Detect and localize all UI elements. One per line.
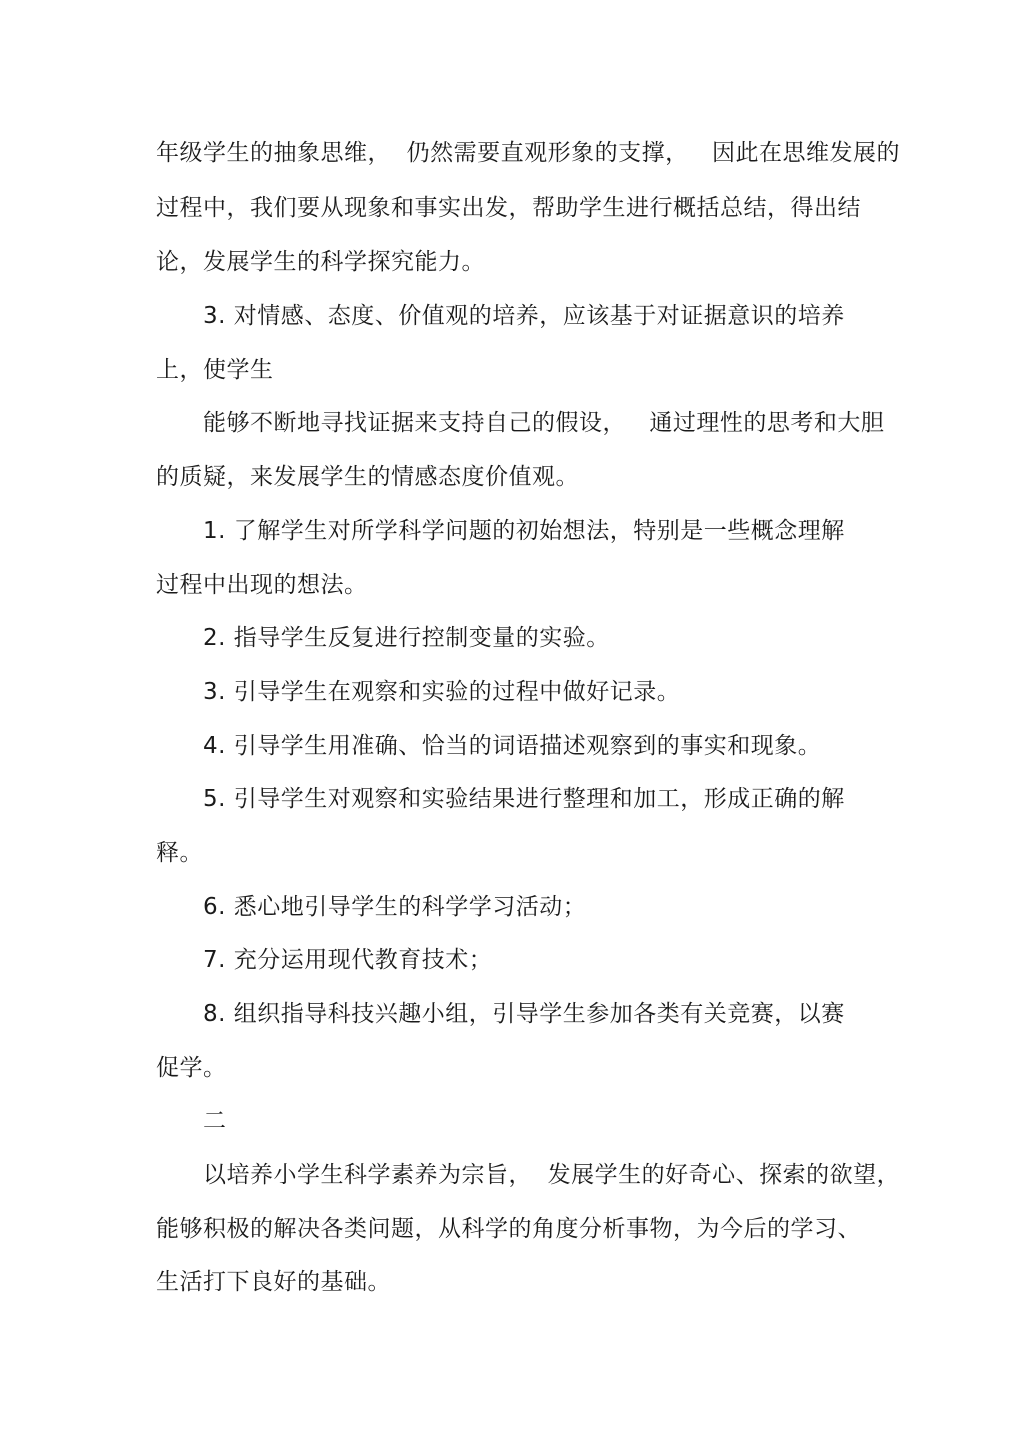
text-line-18: 促学。 <box>156 1055 227 1081</box>
text-line-14: 释。 <box>156 840 203 866</box>
text-line-16: 7. 充分运用现代教育技术； <box>203 947 493 973</box>
text-line-7: 的质疑，来发展学生的情感态度价值观。 <box>156 464 579 490</box>
text-line-20: 以培养小学生科学素养为宗旨， 发展学生的好奇心、探索的欲望， <box>203 1162 901 1188</box>
text-line-5: 上，使学生 <box>156 357 274 383</box>
text-line-1: 年级学生的抽象思维， 仍然需要直观形象的支撑， 因此在思维发展的 <box>156 140 901 166</box>
text-line-9: 过程中出现的想法。 <box>156 572 368 598</box>
text-line-10: 2. 指导学生反复进行控制变量的实验。 <box>203 625 610 651</box>
text-line-6: 能够不断地寻找证据来支持自己的假设， 通过理性的思考和大胆 <box>203 410 885 436</box>
text-line-4: 3. 对情感、态度、价值观的培养，应该基于对证据意识的培养 <box>203 303 845 329</box>
text-line-22: 生活打下良好的基础。 <box>156 1269 391 1295</box>
text-line-17: 8. 组织指导科技兴趣小组，引导学生参加各类有关竞赛，以赛 <box>203 1001 845 1027</box>
text-line-3: 论，发展学生的科学探究能力。 <box>156 249 485 275</box>
text-line-11: 3. 引导学生在观察和实验的过程中做好记录。 <box>203 679 681 705</box>
text-line-8: 1. 了解学生对所学科学问题的初始想法，特别是一些概念理解 <box>203 518 845 544</box>
text-line-12: 4. 引导学生用准确、恰当的词语描述观察到的事实和现象。 <box>203 733 822 759</box>
text-line-2: 过程中，我们要从现象和事实出发，帮助学生进行概括总结，得出结 <box>156 195 861 221</box>
section-heading: 二 <box>203 1108 227 1134</box>
text-line-13: 5. 引导学生对观察和实验结果进行整理和加工，形成正确的解 <box>203 786 845 812</box>
text-line-21: 能够积极的解决各类问题，从科学的角度分析事物，为今后的学习、 <box>156 1216 861 1242</box>
text-line-15: 6. 悉心地引导学生的科学学习活动； <box>203 894 587 920</box>
